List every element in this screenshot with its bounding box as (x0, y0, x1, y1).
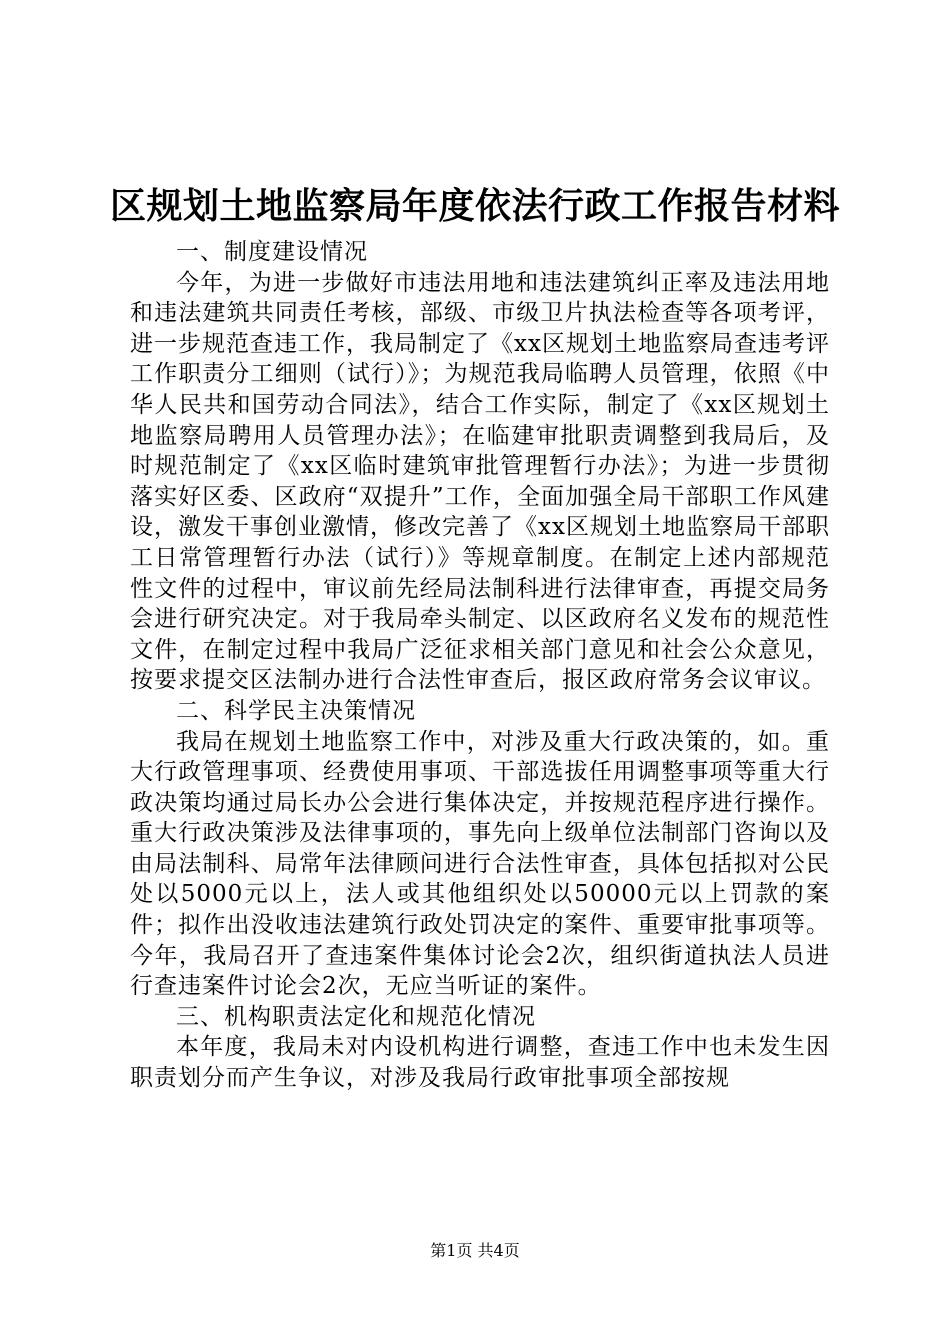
section-heading-decision: 二、科学民主决策情况 (176, 697, 416, 724)
document-body (130, 237, 830, 1094)
section-paragraph-decision: 我局在规划土地监察工作中，对涉及重大行政决策的，如。重大行政管理事项、经费使用事项、干部选拔任用调整事项等重大行政决策均通过局长办公会进行集体决定，并按规范程序进行操作。重大行政决策涉及法律事项的，事先向上级单位法制部门咨询以及由局法制科、局常年法律顾问进行合法性审查，具体包括拟对公民处以5000元以上，法人或其他组织处以50000元以上罚款的案件；拟作出没收违法建筑行政处罚决定的案件、重要审批事项等。今年，我局召开了查违案件集体讨论会2次，组织街道执法人员进行查违案件讨论会2次，无应当听证的案件。 (130, 728, 830, 1000)
section-heading-institution: 一、制度建设情况 (176, 239, 368, 265)
section-paragraph-organization: 本年度，我局未对内设机构进行调整，查违工作中也未发生因职责划分而产生争议，对涉及我局行政审批事项全部按规 (130, 1034, 830, 1092)
section-heading-organization: 三、机构职责法定化和规范化情况 (176, 1003, 536, 1030)
page-number-footer: 第1页 共4页 (430, 1241, 520, 1260)
document-title: 区规划土地监察局年度依法行政工作报告材料 (109, 186, 840, 227)
section-paragraph-institution: 今年，为进一步做好市违法用地和违法建筑纠正率及违法用地和违法建筑共同责任考核，部级、市级卫片执法检查等各项考评，进一步规范查违工作，我局制定了《xx区规划土地监察局查违考评工作职责分工细则（试行）》；为规范我局临聘人员管理，依照《中华人民共和国劳动合同法》，结合工作实际，制定了《xx区规划土地监察局聘用人员管理办法》；在临建审批职责调整到我局后，及时规范制定了《xx区临时建筑审批管理暂行办法》；为进一步贯彻落实好区委、区政府“双提升”工作，全面加强全局干部职工作风建设，激发干事创业激情，修改完善了《xx区规划土地监察局干部职工日常管理暂行办法（试行）》等规章制度。在制定上述内部规范性文件的过程中，审议前先经局法制科进行法律审查，再提交局务会进行研究决定。对于我局牵头制定、以区政府名义发布的规范性文件，在制定过程中我局广泛征求相关部门意见和社会公众意见，按要求提交区法制办进行合法性审查后，报区政府常务会议审议。 (130, 269, 830, 694)
